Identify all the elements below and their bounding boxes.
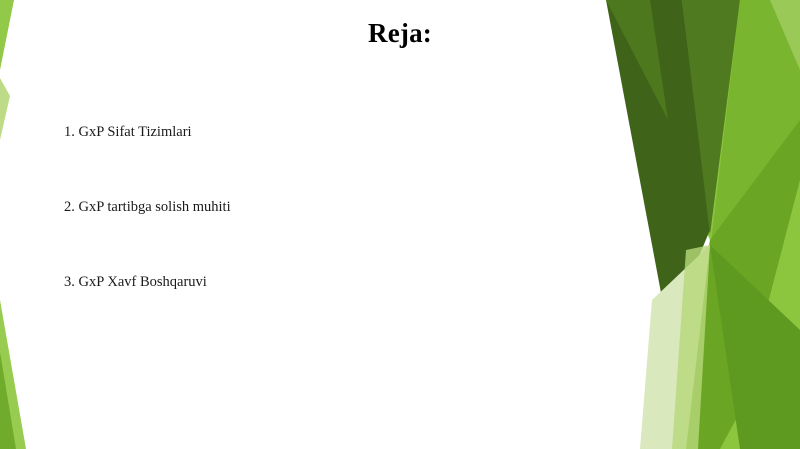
left-decoration <box>0 0 60 449</box>
right-decoration-shapes <box>590 0 800 449</box>
list-item: 1. GxP Sifat Tizimlari <box>64 124 192 140</box>
list-item: 3. GxP Xavf Boshqaruvi <box>64 274 207 290</box>
list-item: 2. GxP tartibga solish muhiti <box>64 199 231 215</box>
right-decoration <box>590 0 800 449</box>
left-decoration-shapes <box>0 0 60 449</box>
agenda-list <box>64 124 564 349</box>
page-title: Reja: <box>368 18 432 48</box>
